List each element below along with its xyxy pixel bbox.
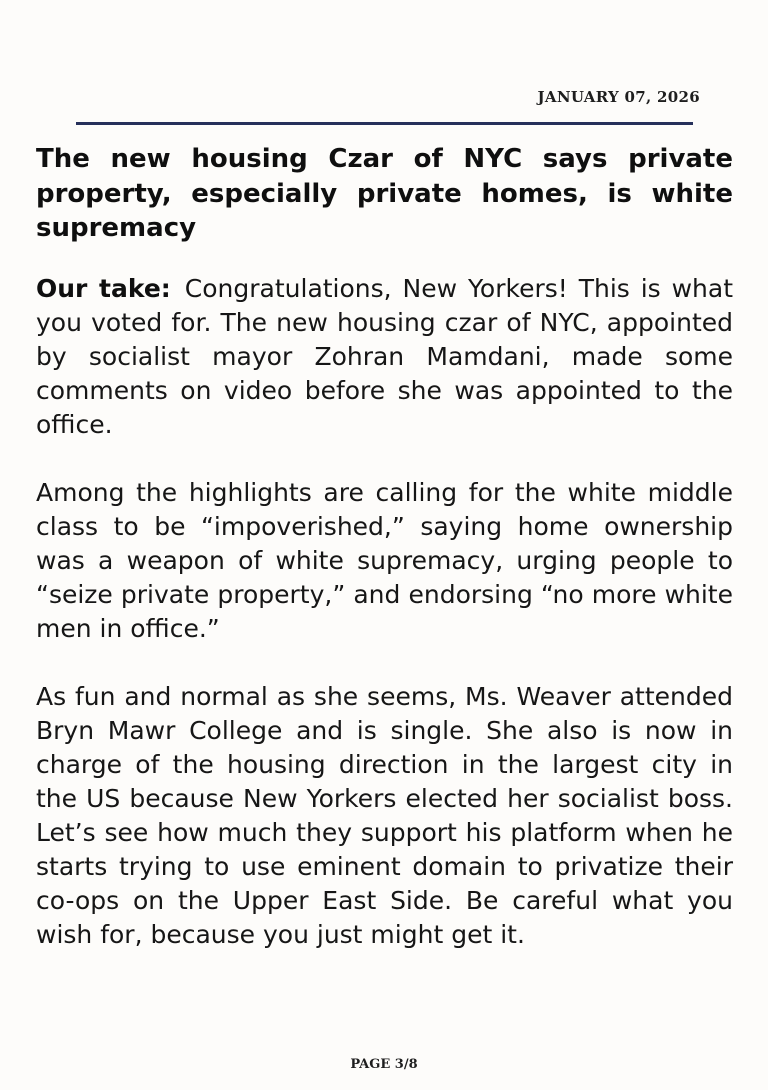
document-date: JANUARY 07, 2026 bbox=[537, 88, 700, 106]
paragraph-3: As fun and normal as she seems, Ms. Weaver attended Bryn Mawr College and is single. She also is now in charge of the housing direction in the largest city in the US because New Yorkers elected her socialist boss. Let’s see how much they support his platform when he starts trying to use eminent domain to privatize their co-ops on the Upper East Side. Be careful what you wish for, because you just might get it. bbox=[36, 681, 733, 949]
paragraph-2: Among the highlights are calling for the white middle class to be “impoverished,” saying home ownership was a weapon of white supremacy, urging people to “seize private property,” and endorsing “no more white men in office.” bbox=[36, 477, 733, 643]
article-headline: The new housing Czar of NYC says private property, especially private homes, is white supremacy bbox=[36, 144, 733, 243]
lead-label: Our take: bbox=[36, 273, 171, 303]
paragraph-1 bbox=[36, 272, 733, 442]
header-divider bbox=[76, 122, 693, 125]
article-body bbox=[36, 142, 733, 952]
paragraph-1-text: Congratulations, New Yorkers! This is what you voted for. The new housing czar of NYC, appointed by socialist mayor Zohran Mamdani, made some comments on video before she was appointed to the office. bbox=[36, 273, 733, 439]
page-number: PAGE 3/8 bbox=[350, 1057, 418, 1072]
